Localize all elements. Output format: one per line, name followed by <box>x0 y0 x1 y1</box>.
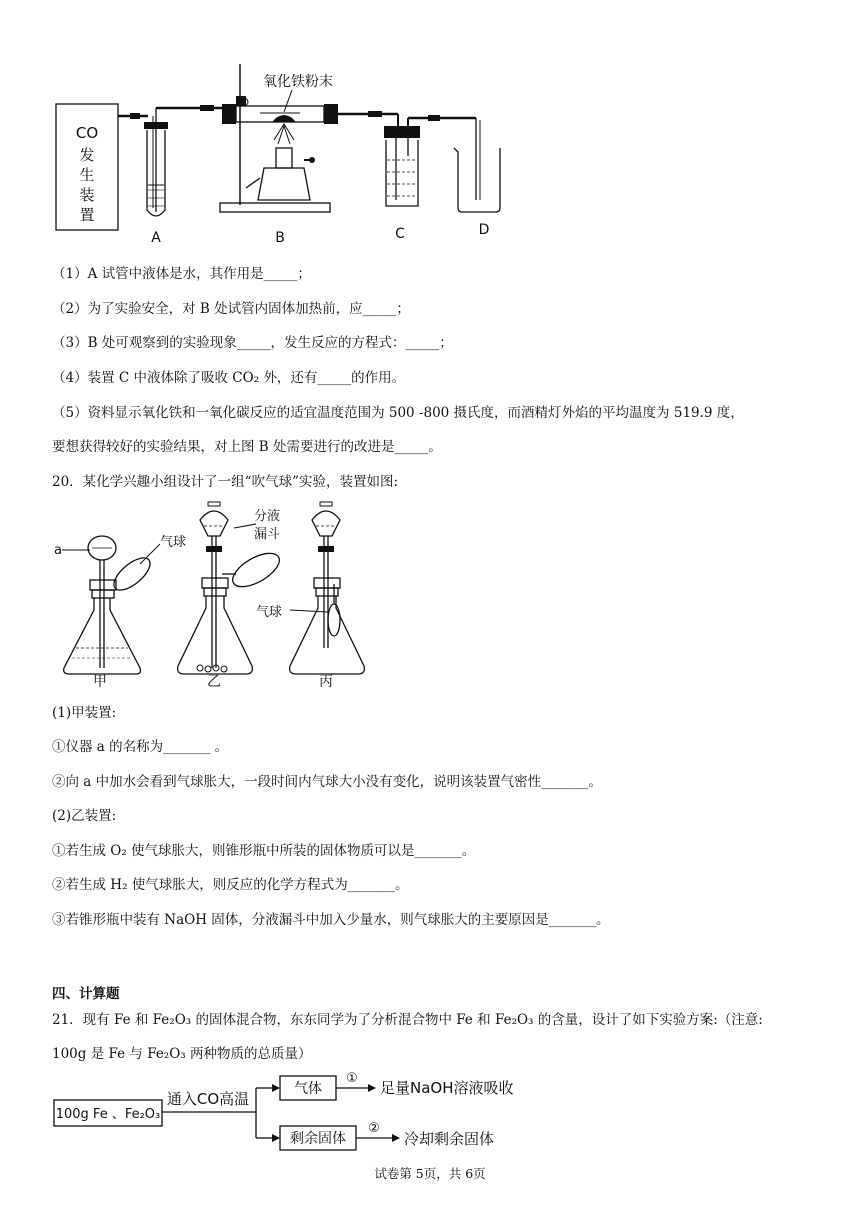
section-title-calculation: 四、计算题 <box>52 986 120 1002</box>
balloon-apparatus-diagram <box>50 498 410 690</box>
flow-condition-text: 通入CO高温 <box>166 1090 250 1108</box>
funnel-label-line1: 分液 <box>254 509 281 524</box>
label-b: B <box>275 230 285 246</box>
q19-part-5-cont: 要想获得较好的实验结果，对上图 B 处需要进行的改进是_____。 <box>52 439 442 455</box>
label-bing: 丙 <box>319 674 333 690</box>
q20-part-1-2: ②向 a 中加水会看到气球胀大，一段时间内气球大小没有变化，说明该装置气密性_______。 <box>52 774 602 790</box>
q20-part-2: (2)乙装置: <box>52 808 117 824</box>
q20-part-2-3: ③若锥形瓶中装有 NaOH 固体，分液漏斗中加入少量水，则气球胀大的主要原因是_______。 <box>52 912 610 928</box>
generator-label-co: CO <box>75 124 99 142</box>
q19-part-4: （4）装置 C 中液体除了吸收 CO₂ 外，还有_____的作用。 <box>52 370 406 386</box>
ferric-oxide-powder-label: 氧化铁粉末 <box>263 74 333 90</box>
q21-line-2: 100g 是 Fe 与 Fe₂O₃ 两种物质的总质量） <box>52 1046 312 1062</box>
q20-title: 20．某化学兴趣小组设计了一组“吹气球”实验，装置如图: <box>52 474 399 490</box>
q19-part-1: （1）A 试管中液体是水，其作用是_____； <box>52 266 311 282</box>
q21-line-1: 21．现有 Fe 和 Fe₂O₃ 的固体混合物，东东同学为了分析混合物中 Fe 和 Fe₂O₃ 的含量，设计了如下实验方案:（注意: <box>52 1012 763 1028</box>
generator-label-2: 生 <box>79 166 95 184</box>
q19-part-2: （2）为了实验安全，对 B 处试管内固体加热前，应_____； <box>52 301 410 317</box>
balloon-label-bing: 气球 <box>256 605 283 620</box>
q20-part-1: (1)甲装置: <box>52 705 117 721</box>
label-jia: 甲 <box>93 674 107 690</box>
q20-part-2-1: ①若生成 O₂ 使气球胀大，则锥形瓶中所装的固体物质可以是_______。 <box>52 843 476 859</box>
balloon-label-jia: 气球 <box>160 535 187 550</box>
generator-label-3: 装 <box>79 186 95 204</box>
q19-part-3: （3）B 处可观察到的实验现象_____，发生反应的方程式：_____； <box>52 335 453 351</box>
instrument-a-label: a <box>54 543 62 558</box>
flow-gas-text: 气体 <box>294 1081 322 1097</box>
label-a: A <box>151 230 161 246</box>
flow-result1-text: 足量NaOH溶液吸收 <box>380 1079 514 1097</box>
co-reduction-apparatus-diagram <box>50 60 530 250</box>
label-yi: 乙 <box>207 674 221 690</box>
page-footer: 试卷第 5页，共 6页 <box>374 1166 486 1181</box>
q20-part-1-1: ①仪器 a 的名称为_______ 。 <box>52 739 229 755</box>
flow-step2-text: ② <box>368 1121 380 1136</box>
flow-step1-text: ① <box>346 1071 358 1086</box>
funnel-label-line2: 漏斗 <box>254 527 281 542</box>
generator-label-1: 发 <box>79 146 95 164</box>
label-d: D <box>478 222 490 238</box>
generator-label-4: 置 <box>79 206 95 224</box>
q20-part-2-2: ②若生成 H₂ 使气球胀大，则反应的化学方程式为_______。 <box>52 877 409 893</box>
flow-result2-text: 冷却剩余固体 <box>404 1130 495 1148</box>
flow-solid-text: 剩余固体 <box>290 1131 346 1147</box>
flow-start-text: 100g Fe 、Fe₂O₃ <box>55 1107 161 1122</box>
q19-part-5: （5）资料显示氧化铁和一氧化碳反应的适宜温度范围为 500 -800 摄氏度，而酒精灯外焰的平均温度为 519.9 度， <box>52 405 744 421</box>
label-c: C <box>395 226 405 242</box>
experiment-flowchart <box>50 1068 570 1158</box>
